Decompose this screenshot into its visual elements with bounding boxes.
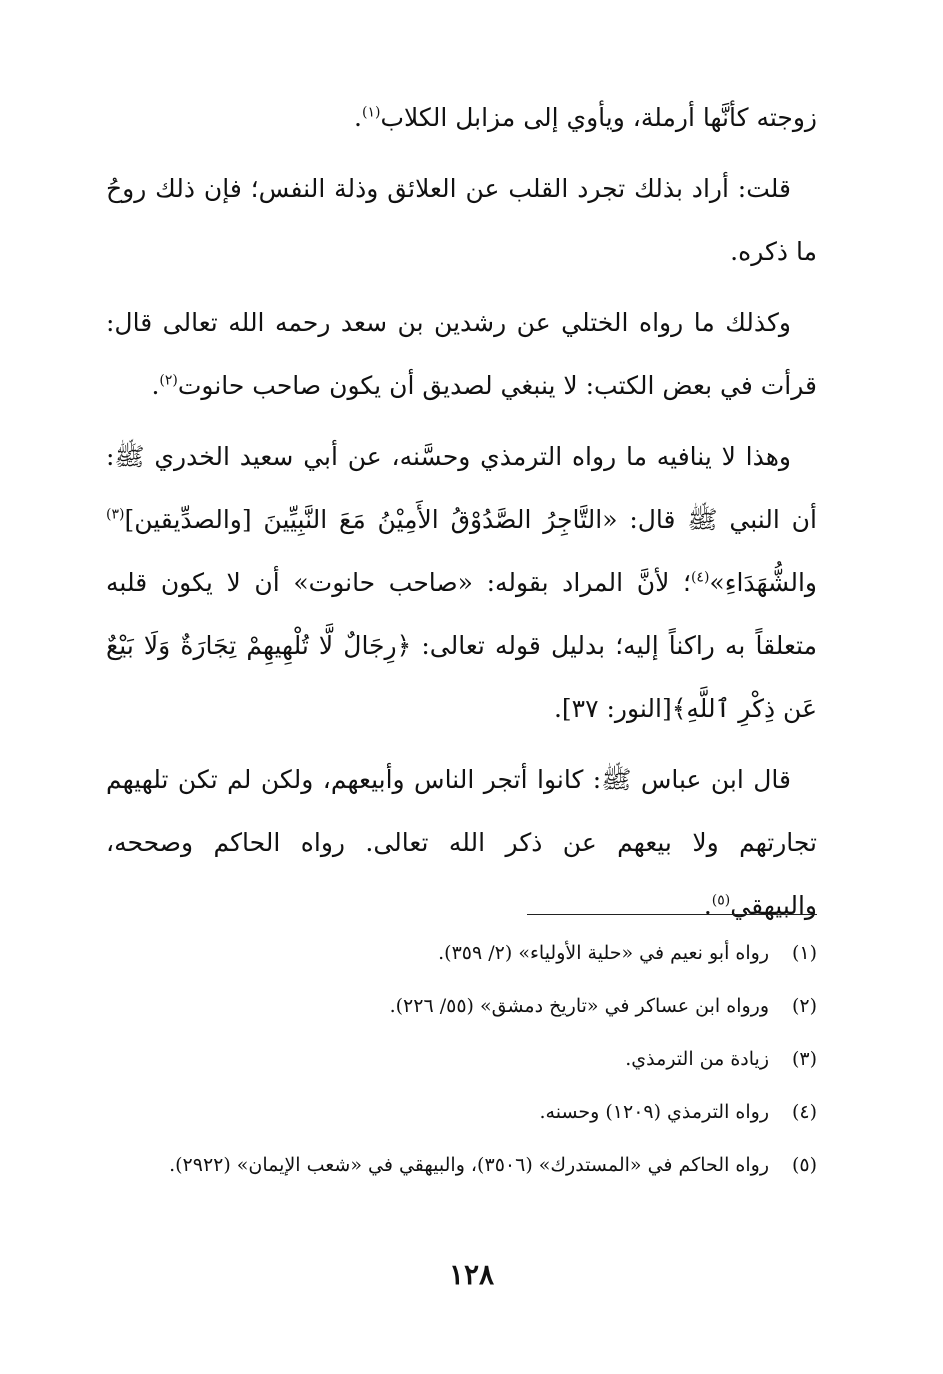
page-number: ١٢٨ <box>448 1258 495 1291</box>
paragraph-3 <box>106 291 817 417</box>
paragraph-1-text: زوجته كأنَّها أرملة، ويأوي إلى مزابل الكلاب <box>380 103 817 132</box>
paragraph-4-mid: والشُّهَدَاءِ» <box>709 568 817 597</box>
paragraph-3-text: وكذلك ما رواه الختلي عن رشدين بن سعد رحمه الله تعالى قال: قرأت في بعض الكتب: لا ينبغي لصديق أن يكون صاحب حانوت <box>106 308 817 400</box>
paragraph-3-end: . <box>151 371 160 400</box>
footnote-text: ورواه ابن عساكر في «تاريخ دمشق» (٥٥/ ٢٢٦). <box>389 995 769 1017</box>
footnote-separator <box>527 914 817 915</box>
paragraph-1 <box>106 86 817 149</box>
paragraph-4-end: ؛ لأنَّ المراد بقوله: «صاحب حانوت» أن لا يكون قلبه متعلقاً به راكناً إليه؛ بدليل قوله تعالى: ﴿رِجَالٌ لَّا تُلْهِيهِمْ تِجَارَةٌ وَلَا بَيْعٌ عَن ذِكْرِ ٱللَّهِ﴾[النور: ٣٧]. <box>106 568 817 723</box>
paragraph-1-end: . <box>354 103 362 132</box>
main-text <box>106 86 817 937</box>
footnote-1 <box>106 930 817 976</box>
footnote-text: زيادة من الترمذي. <box>625 1048 769 1070</box>
footnote-text: رواه الحاكم في «المستدرك» (٣٥٠٦)، والبيهقي في «شعب الإيمان» (٢٩٢٢). <box>169 1154 769 1176</box>
footnote-3 <box>106 1036 817 1082</box>
footnote-ref-2: (٢) <box>159 372 178 389</box>
paragraph-2 <box>106 157 817 283</box>
paragraph-5-end: . <box>703 891 712 920</box>
footnote-4 <box>106 1089 817 1135</box>
footnote-ref-5: (٥) <box>711 892 731 909</box>
footnote-text: رواه الترمذي (١٢٠٩) وحسنه. <box>539 1101 769 1123</box>
footnote-number: (٣) <box>791 1048 817 1070</box>
paragraph-2-text: قلت: أراد بذلك تجرد القلب عن العلائق وذلة النفس؛ فإن ذلك روحُ ما ذكره. <box>106 174 817 266</box>
footnote-ref-4: (٤) <box>690 569 710 586</box>
footnotes <box>106 930 817 1195</box>
footnote-number: (١) <box>791 942 817 964</box>
footnote-number: (٢) <box>791 995 817 1017</box>
paragraph-4 <box>106 425 817 740</box>
footnote-number: (٥) <box>791 1154 817 1176</box>
paragraph-5-text: قال ابن عباس ﷺ: كانوا أتجر الناس وأبيعهم، ولكن لم تكن تلهيهم تجارتهم ولا بيعهم عن ذكر الله تعالى. رواه الحاكم وصححه، والبيهقي <box>106 765 817 920</box>
footnote-2 <box>106 983 817 1029</box>
footnote-text: رواه أبو نعيم في «حلية الأولياء» (٢/ ٣٥٩). <box>438 942 769 964</box>
paragraph-5 <box>106 748 817 937</box>
paragraph-4-text: وهذا لا ينافيه ما رواه الترمذي وحسَّنه، عن أبي سعيد الخدري ﷺ: أن النبي ﷺ قال: «التَّاجِرُ الصَّدُوْقُ الأَمِيْنُ مَعَ النَّبِيِّينَ [والصدِّيقين] <box>106 442 817 534</box>
footnote-5 <box>106 1142 817 1188</box>
footnote-number: (٤) <box>791 1101 817 1123</box>
footnote-ref-3: (٣) <box>106 506 125 523</box>
footnote-ref-1: (١) <box>361 104 381 121</box>
